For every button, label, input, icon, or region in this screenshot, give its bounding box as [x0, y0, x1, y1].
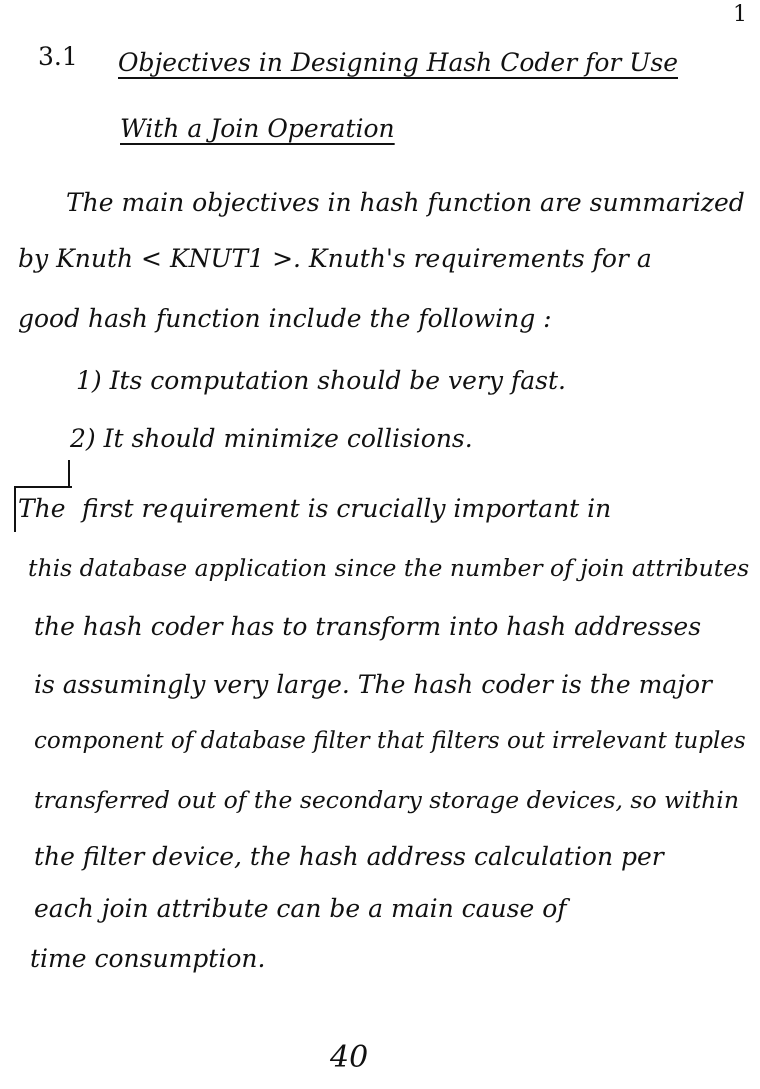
paragraph-mark-tick [68, 460, 70, 488]
body-line-13: each join attribute can be a main cause of [34, 894, 567, 923]
body-line-6: first requirement is crucially important in [82, 494, 612, 523]
body-line-9: is assumingly very large. The hash coder is the major [34, 670, 712, 699]
body-line-14: time consumption. [30, 944, 266, 973]
requirement-item-2: 2) It should minimize collisions. [70, 424, 473, 453]
body-line-8: the hash coder has to transform into hash addresses [34, 612, 702, 641]
body-line-7: this database application since the number of join attributes [28, 554, 750, 582]
body-line-1: The main objectives in hash function are summarized [66, 188, 745, 217]
body-line-10: component of database filter that filters out irrelevant tuples [34, 728, 746, 754]
section-number: 3.1 [38, 42, 78, 71]
corner-page-mark: 1 [733, 2, 747, 27]
body-line-3: good hash function include the following : [18, 304, 552, 333]
body-line-11: transferred out of the secondary storage devices, so within [34, 786, 739, 814]
body-line-12: the filter device, the hash address calculation per [34, 842, 664, 871]
requirement-item-1: 1) Its computation should be very fast. [76, 366, 566, 395]
page-number: 40 [330, 1040, 369, 1075]
body-line-2: by Knuth < KNUT1 >. Knuth's requirements for a [18, 244, 652, 273]
section-title-line-1: Objectives in Designing Hash Coder for Use [118, 48, 678, 77]
paragraph-first-word: The [18, 494, 66, 523]
section-title-line-2: With a Join Operation [120, 114, 395, 143]
